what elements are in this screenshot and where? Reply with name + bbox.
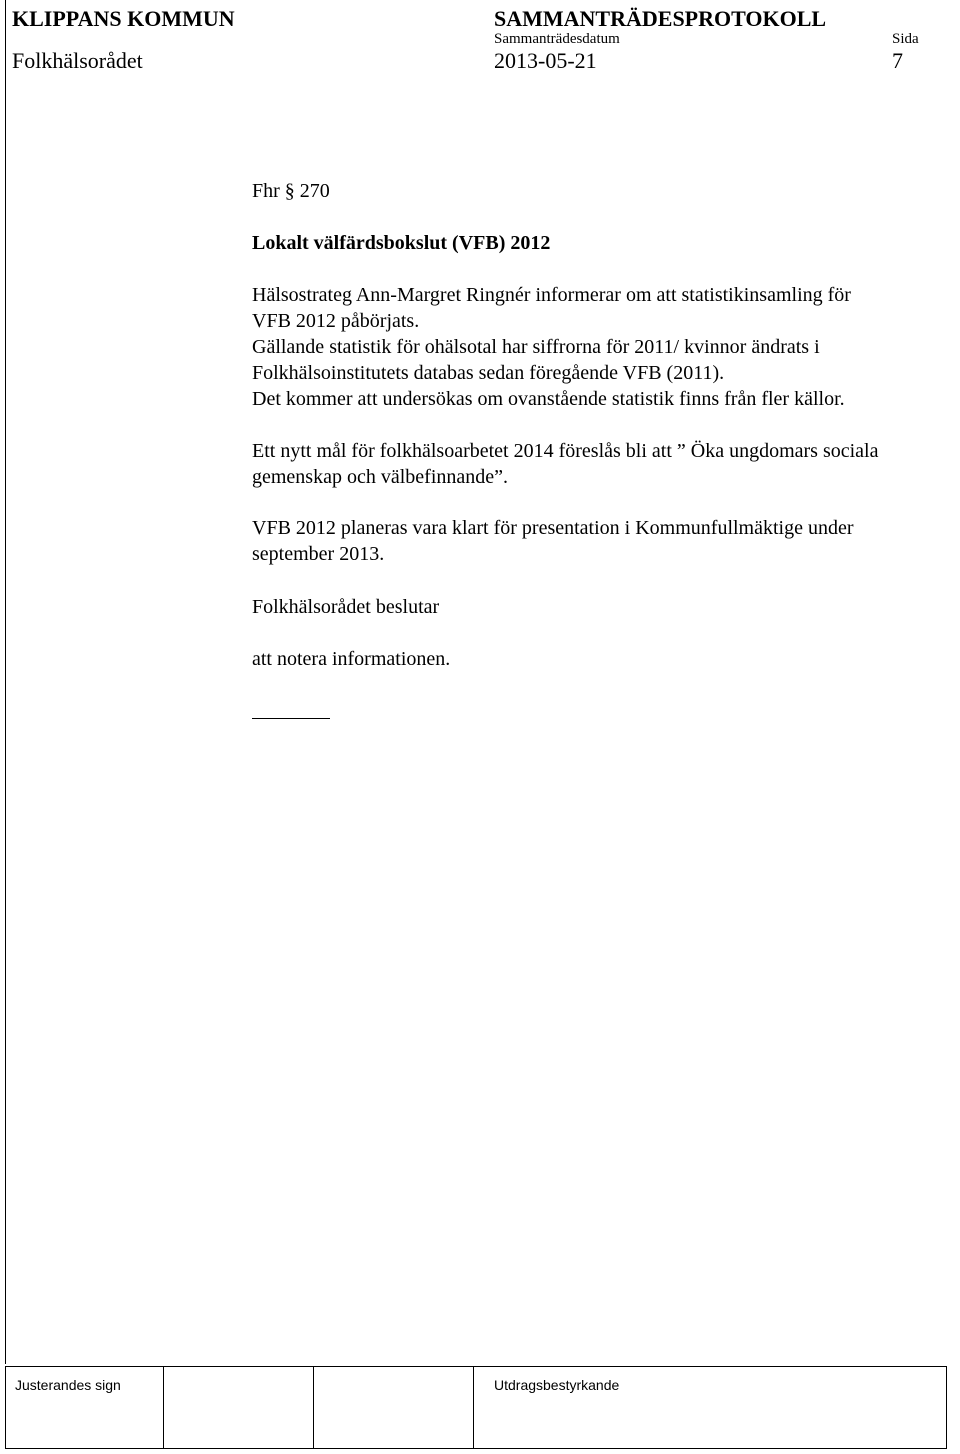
meeting-date: 2013-05-21 xyxy=(494,48,597,73)
signature-cell xyxy=(164,1367,314,1448)
page-number: 7 xyxy=(892,48,903,73)
signature-cell xyxy=(314,1367,474,1448)
utdragsbestyrkande-label: Utdragsbestyrkande xyxy=(494,1377,620,1393)
paragraph-1-line-2: VFB 2012 påbörjats. xyxy=(252,310,420,332)
justerandes-sign-label: Justerandes sign xyxy=(15,1377,121,1393)
section-end-rule xyxy=(252,718,330,719)
section-title: Lokalt välfärdsbokslut (VFB) 2012 xyxy=(252,232,551,254)
body-name: Folkhälsorådet xyxy=(12,48,143,73)
paragraph-3-line-1: VFB 2012 planeras vara klart för presentation i Kommunfullmäktige under xyxy=(252,517,854,539)
paragraph-1-line-5: Det kommer att undersökas om ovanstående statistik finns från fler källor. xyxy=(252,388,845,410)
document-type: SAMMANTRÄDESPROTOKOLL xyxy=(494,6,827,31)
paragraph-2-line-1: Ett nytt mål för folkhälsoarbetet 2014 föreslås bli att ” Öka ungdomars sociala xyxy=(252,440,879,462)
left-margin-rule xyxy=(5,0,6,1364)
paragraph-1-line-4: Folkhälsoinstitutets databas sedan föregående VFB (2011). xyxy=(252,362,725,384)
signature-cell xyxy=(6,1367,164,1448)
paragraph-1-line-1: Hälsostrateg Ann-Margret Ringnér informerar om att statistikinsamling för xyxy=(252,284,851,306)
municipality-name: KLIPPANS KOMMUN xyxy=(12,6,235,31)
paragraph-1-line-3: Gällande statistik för ohälsotal har siffrorna för 2011/ kvinnor ändrats i xyxy=(252,336,820,358)
date-label: Sammanträdesdatum xyxy=(494,31,620,47)
decision-text: att notera informationen. xyxy=(252,648,451,670)
paragraph-2-line-2: gemenskap och välbefinnande”. xyxy=(252,466,509,488)
paragraph-3-line-2: september 2013. xyxy=(252,543,385,565)
paragraph-reference: Fhr § 270 xyxy=(252,180,330,202)
page-label: Sida xyxy=(892,31,919,47)
signature-table xyxy=(5,1366,947,1449)
decision-heading: Folkhälsorådet beslutar xyxy=(252,596,440,618)
